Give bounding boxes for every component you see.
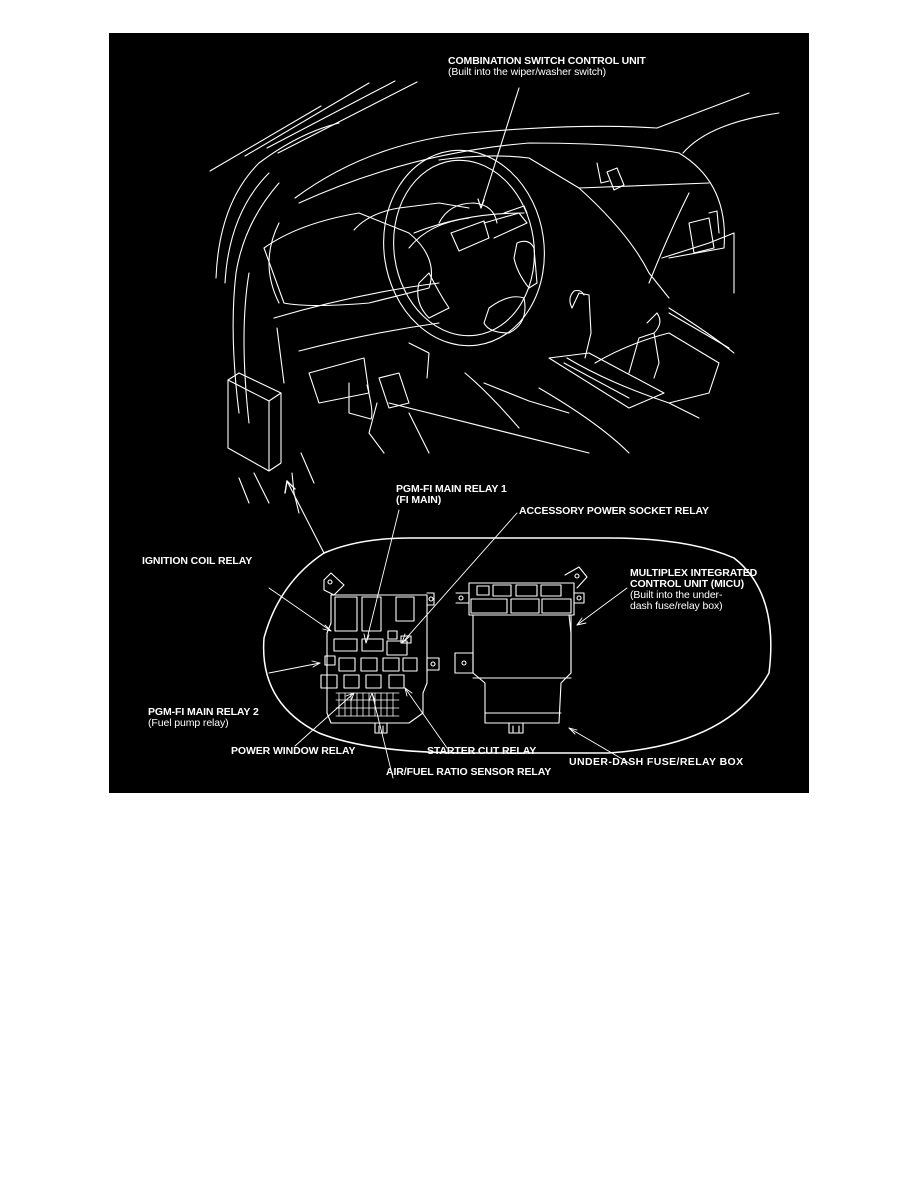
leader-pgm-fi-1 <box>366 510 399 643</box>
fuse-relay-box-left <box>321 573 439 733</box>
label-note: (Fuel pump relay) <box>148 717 229 729</box>
steering-wheel-drawing <box>371 140 557 356</box>
label-title-line2: CONTROL UNIT (MICU) <box>630 578 744 590</box>
label-note-line1: (Built into the under- <box>630 589 723 601</box>
under-dash-box-drawing <box>228 373 314 513</box>
label-title: IGNITION COIL RELAY <box>142 555 253 567</box>
leader-ignition-coil <box>269 588 331 631</box>
label-micu <box>630 568 757 612</box>
label-title-line1: MULTIPLEX INTEGRATED <box>630 567 758 579</box>
gear-shifter-drawing <box>549 291 664 409</box>
label-title: UNDER-DASH FUSE/RELAY BOX <box>569 756 744 768</box>
label-title: AIR/FUEL RATIO SENSOR RELAY <box>386 766 552 778</box>
dashboard-outline <box>264 93 779 453</box>
leader-power-window <box>295 693 354 746</box>
label-note: (Built into the wiper/washer switch) <box>448 66 607 78</box>
dashboard-relay-location-illustration <box>109 33 809 793</box>
label-title: STARTER CUT RELAY <box>427 745 537 757</box>
label-accessory-power-socket-relay <box>519 506 709 517</box>
label-title: PGM-FI MAIN RELAY 2 <box>148 706 259 718</box>
label-note-line2: dash fuse/relay box) <box>630 600 723 612</box>
label-pgm-fi-main-relay-2 <box>148 707 259 729</box>
label-power-window-relay <box>231 746 355 757</box>
diagram-panel <box>109 33 809 793</box>
label-title: POWER WINDOW RELAY <box>231 745 356 757</box>
leader-pgm-fi-2 <box>269 663 320 673</box>
label-ignition-coil-relay <box>142 556 252 567</box>
leader-starter-cut <box>405 688 447 748</box>
location-arrow <box>285 481 324 553</box>
label-title: PGM-FI MAIN RELAY 1 <box>396 483 507 495</box>
label-pgm-fi-main-relay-1 <box>396 484 507 506</box>
label-air-fuel-ratio-sensor-relay <box>386 767 551 778</box>
leader-accessory <box>402 513 517 643</box>
label-starter-cut-relay <box>427 746 536 757</box>
label-title: ACCESSORY POWER SOCKET RELAY <box>519 505 709 517</box>
label-combination-switch-control-unit <box>448 56 646 78</box>
label-under-dash-fuse-relay-box <box>569 757 744 768</box>
fuse-relay-box-right <box>455 567 587 733</box>
label-note: (FI MAIN) <box>396 494 442 506</box>
fuse-grid <box>336 693 399 716</box>
label-title: COMBINATION SWITCH CONTROL UNIT <box>448 55 646 67</box>
